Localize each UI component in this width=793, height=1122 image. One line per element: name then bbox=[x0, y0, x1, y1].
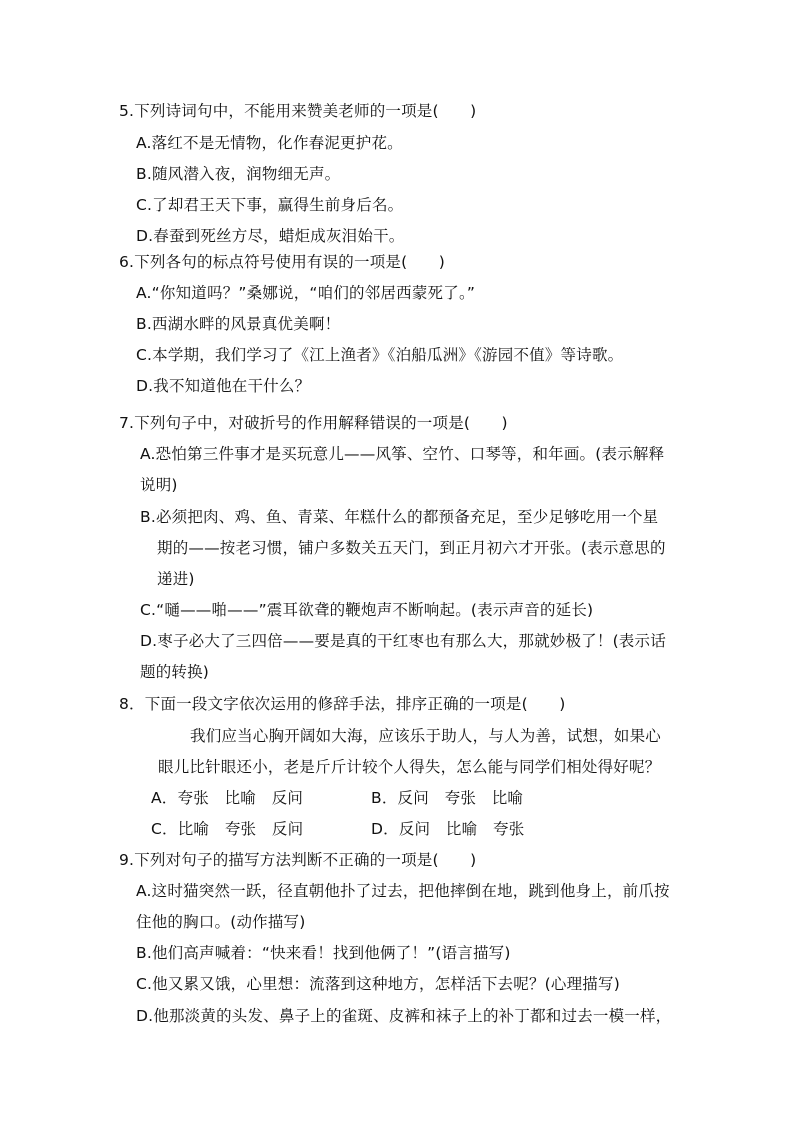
q6-stem: 6.下列各句的标点符号使用有误的一项是( ) bbox=[119, 253, 445, 271]
q5-option-a: A.落红不是无情物，化作春泥更护花。 bbox=[136, 134, 403, 152]
q7-option-b-cont2: 递进) bbox=[157, 570, 195, 588]
q9-option-d: D.他那淡黄的头发、鼻子上的雀斑、皮裤和袜子上的补丁都和过去一模一样， bbox=[136, 1007, 672, 1025]
q7-option-d: D.枣子必大了三四倍——要是真的干红枣也有那么大，那就妙极了！(表示话 bbox=[140, 632, 666, 650]
q8-stem: 8．下面一段文字依次运用的修辞手法，排序正确的一项是( ) bbox=[119, 695, 566, 713]
q6-option-a: A.“你知道吗？”桑娜说，“咱们的邻居西蒙死了。” bbox=[136, 284, 476, 302]
q5-option-b: B.随风潜入夜，润物细无声。 bbox=[136, 165, 341, 183]
q7-option-a-cont: 说明) bbox=[140, 476, 178, 494]
q7-stem: 7.下列句子中，对破折号的作用解释错误的一项是( ) bbox=[119, 414, 508, 432]
q5-option-d: D.春蚕到死丝方尽，蜡炬成灰泪始干。 bbox=[136, 227, 405, 245]
q7-option-c: C.“嗵——啪——”震耳欲聋的鞭炮声不断响起。(表示声音的延长) bbox=[140, 601, 594, 619]
q6-option-b: B.西湖水畔的风景真优美啊！ bbox=[136, 315, 341, 333]
q9-stem: 9.下列对句子的描写方法判断不正确的一项是( ) bbox=[119, 851, 477, 869]
q8-passage: 我们应当心胸开阔如大海，应该乐于助人，与人为善，试想，如果心 bbox=[190, 727, 662, 745]
q9-option-a-cont: 住他的胸口。(动作描写) bbox=[136, 913, 306, 931]
q7-option-b-cont: 期的——按老习惯，铺户多数关五天门，到正月初六才开张。(表示意思的 bbox=[157, 539, 666, 557]
q9-option-a: A.这时猫突然一跃，径直朝他扑了过去，把他摔倒在地，跳到他身上，前爪按 bbox=[136, 882, 670, 900]
q7-option-b: B.必须把肉、鸡、鱼、青菜、年糕什么的都预备充足，至少足够吃用一个星 bbox=[140, 508, 659, 526]
q9-option-b: B.他们高声喊着：“快来看！找到他俩了！”(语言描写) bbox=[136, 944, 511, 962]
q5-stem: 5.下列诗词句中，不能用来赞美老师的一项是( ) bbox=[119, 102, 477, 120]
q7-option-d-cont: 题的转换) bbox=[140, 663, 210, 681]
q8-option-d: D．反问 比喻 夸张 bbox=[371, 820, 525, 838]
q5-option-c: C.了却君王天下事，赢得生前身后名。 bbox=[136, 196, 404, 214]
q6-option-d: D.我不知道他在干什么？ bbox=[136, 377, 311, 395]
q6-option-c: C.本学期，我们学习了《江上渔者》《泊船瓜洲》《游园不值》等诗歌。 bbox=[136, 346, 624, 364]
q8-option-b: B．反问 夸张 比喻 bbox=[371, 789, 524, 807]
q9-option-c: C.他又累又饿，心里想：流落到这种地方，怎样活下去呢？(心理描写) bbox=[136, 975, 620, 993]
q8-option-c: C．比喻 夸张 反问 bbox=[151, 820, 304, 838]
q7-option-a: A.恐怕第三件事才是买玩意儿——风筝、空竹、口琴等，和年画。(表示解释 bbox=[140, 445, 665, 463]
q8-option-a: A．夸张 比喻 反问 bbox=[151, 789, 304, 807]
q8-passage-cont: 眼儿比针眼还小，老是斤斤计较个人得失，怎么能与同学们相处得好呢？ bbox=[158, 758, 661, 776]
